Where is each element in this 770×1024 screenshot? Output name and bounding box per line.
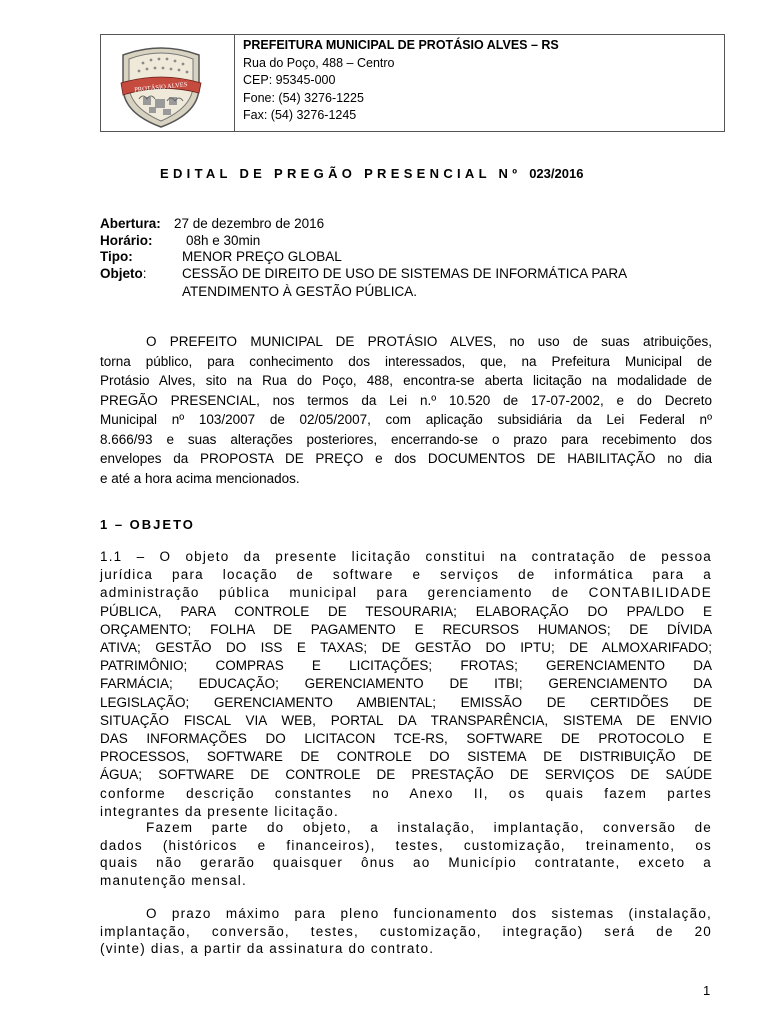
item-line: ÁGUA; SOFTWARE DE CONTROLE DE PRESTAÇÃO DE SERVIÇOS DE SAÚDE — [100, 767, 712, 783]
deadline-line: implantação, conversão, testes, customização, integração) será de 20 — [100, 923, 712, 939]
scope-line: Fazem parte do objeto, a instalação, implantação, conversão de — [146, 820, 712, 835]
section-heading-objeto: 1 – OBJETO — [100, 517, 195, 532]
item-line: SITUAÇÃO FISCAL VIA WEB, PORTAL DA TRANSPARÊNCIA, SISTEMA DE ENVIO — [100, 712, 712, 728]
item-line: 1.1 – O objeto da presente licitação constitui na contratação de pessoa — [100, 549, 712, 564]
intro-line: O PREFEITO MUNICIPAL DE PROTÁSIO ALVES, no uso de suas atribuições, — [146, 334, 712, 349]
org-address: Rua do Poço, 488 – Centro — [243, 55, 395, 70]
item-line: ORÇAMENTO; FOLHA DE PAGAMENTO E RECURSOS HUMANOS; DE DÍVIDA — [100, 621, 712, 637]
abertura-value: 27 de dezembro de 2016 — [174, 216, 325, 231]
letterhead-divider — [234, 35, 235, 131]
item-line: PÚBLICA, PARA CONTROLE DE TESOURARIA; ELABORAÇÃO DO PPA/LDO E — [100, 603, 712, 619]
intro-line: torna público, para conhecimento dos interessados, que, na Prefeitura Municipal de — [100, 353, 712, 369]
abertura-label: Abertura: — [100, 216, 161, 231]
scope-line: manutenção mensal. — [100, 872, 247, 888]
document-title — [160, 166, 583, 181]
municipal-crest-icon — [113, 41, 209, 129]
intro-line: 8.666/93 e suas alterações posteriores, encerrando-se o prazo para recebimento dos — [100, 431, 712, 447]
deadline-paragraph — [100, 905, 712, 958]
objeto-value-line1: CESSÃO DE DIREITO DE USO DE SISTEMAS DE INFORMÁTICA PARA — [182, 266, 628, 281]
intro-line: e até a hora acima mencionados. — [100, 470, 300, 486]
letterhead — [100, 34, 725, 132]
edital-number: 023/2016 — [529, 166, 584, 181]
scope-line: dados (históricos e financeiros), testes, customização, treinamento, os — [100, 837, 712, 853]
org-fax: Fax: (54) 3276-1245 — [243, 108, 357, 123]
item-line: jurídica para locação de software e serviços de informática para a — [100, 567, 712, 583]
org-name: PREFEITURA MUNICIPAL DE PROTÁSIO ALVES – RS — [243, 38, 559, 52]
item-1-1-paragraph — [100, 548, 712, 821]
objeto-value-line2: ATENDIMENTO À GESTÃO PÚBLICA. — [182, 284, 418, 299]
intro-line: Municipal nº 103/2007 de 02/05/2007, com aplicação subsidiária da Lei Federal nº — [100, 412, 712, 427]
org-cep: CEP: 95345-000 — [243, 73, 336, 88]
objeto-colon: : — [142, 266, 147, 281]
intro-line: Protásio Alves, sito na Rua do Poço, 488, encontra-se aberta licitação na modalidade de — [100, 373, 712, 388]
item-line: LEGISLAÇÃO; GERENCIAMENTO AMBIENTAL; EMISSÃO DE CERTIDÕES DE — [100, 694, 712, 710]
title-prefix: EDITAL DE PREGÃO PRESENCIAL Nº — [160, 166, 522, 181]
meta-horario — [100, 233, 261, 248]
item-line: DAS INFORMAÇÕES DO LICITACON TCE-RS, SOFTWARE DE PROTOCOLO E — [100, 731, 712, 747]
objeto-label: Objeto — [100, 266, 143, 281]
tipo-label: Tipo: — [100, 249, 133, 264]
item-line: integrantes da presente licitação. — [100, 803, 339, 819]
deadline-line: O prazo máximo para pleno funcionamento dos sistemas (instalação, — [146, 906, 712, 921]
meta-objeto — [100, 266, 628, 281]
scope-line: quais não gerarão quaisquer ônus ao Município contratante, exceto a — [100, 855, 712, 870]
letterhead-info — [243, 37, 559, 125]
org-phone: Fone: (54) 3276-1225 — [243, 90, 364, 105]
item-line: administração pública municipal para gerenciamento de CONTABILIDADE — [100, 585, 712, 601]
intro-line: PREGÃO PRESENCIAL, nos termos da Lei n.º 10.520 de 17-07-2002, e do Decreto — [100, 392, 712, 408]
meta-tipo — [100, 249, 342, 264]
item-line: PROCESSOS, SOFTWARE DE CONTROLE DO SISTEMA DE DISTRIBUIÇÃO DE — [100, 749, 712, 765]
crest-banner-text: PROTÁSIO ALVES — [133, 81, 188, 94]
tipo-value: MENOR PREÇO GLOBAL — [182, 249, 342, 264]
item-line: PATRIMÔNIO; COMPRAS E LICITAÇÕES; FROTAS; GERENCIAMENTO DA — [100, 658, 712, 674]
page-number: 1 — [703, 983, 711, 998]
intro-line: envelopes da PROPOSTA DE PREÇO e dos DOCUMENTOS DE HABILITAÇÃO no dia — [100, 451, 712, 466]
item-line: conforme descrição constantes no Anexo II, os quais fazem partes — [100, 785, 712, 801]
meta-abertura — [100, 216, 325, 231]
deadline-line: (vinte) dias, a partir da assinatura do contrato. — [100, 941, 435, 956]
item-line: FARMÁCIA; EDUCAÇÃO; GERENCIAMENTO DE ITBI; GERENCIAMENTO DA — [100, 676, 712, 692]
item-line: ATIVA; GESTÃO DO ISS E TAXAS; DE GESTÃO DO IPTU; DE ALMOXARIFADO; — [100, 640, 712, 656]
scope-paragraph — [100, 819, 712, 889]
horario-value: 08h e 30min — [186, 233, 261, 248]
horario-label: Horário: — [100, 233, 153, 248]
intro-paragraph — [100, 332, 712, 488]
